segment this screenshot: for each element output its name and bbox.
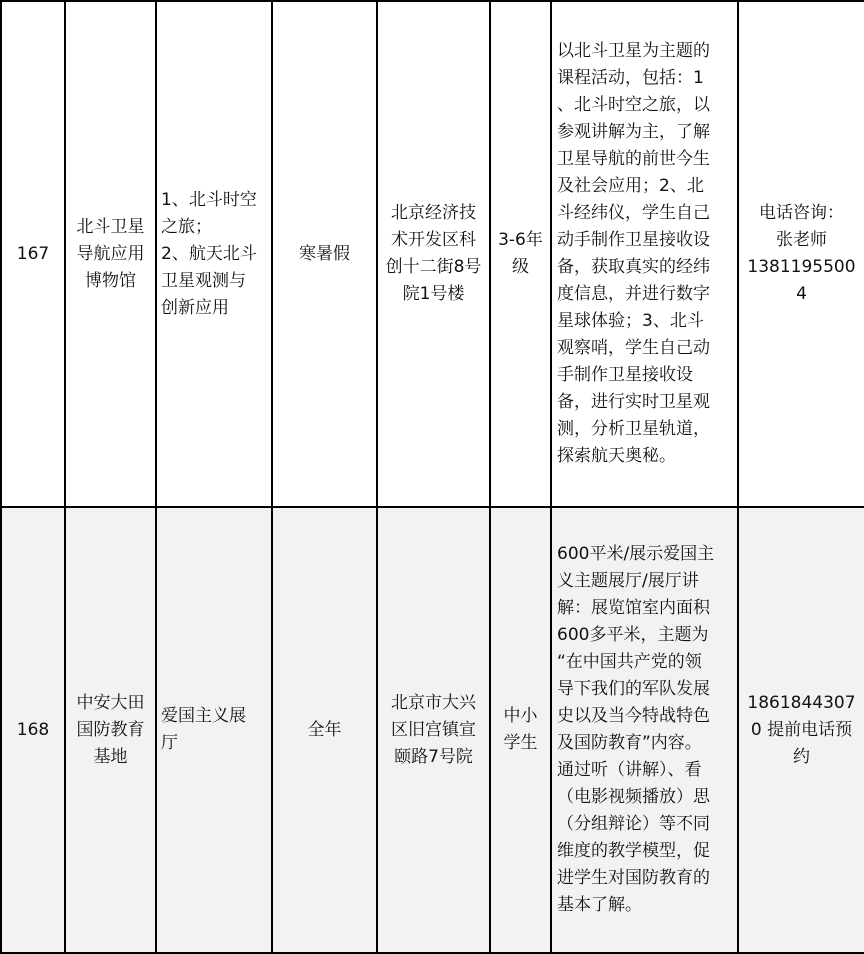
contact-info: 电话咨询： 张老师 1381195500 4 <box>738 1 864 507</box>
course-list: 爱国主义展 厅 <box>156 507 272 953</box>
course-detail: 600平米/展示爱国主 义主题展厅/展厅讲 解：展览馆室内面积 600多平米，主题为 “在中国共产党的领 导下我们的军队发展 史以及当今特战特色 及国防教育”内容。 通过听（讲解）、看 （电影视频播放）思 （分组辩论）等不同 维度的教学模型，促 进学生对国防教育的 基本了解。 <box>551 507 738 953</box>
row-id: 167 <box>1 1 65 507</box>
venue-address: 北京经济技 术开发区科 创十二街8号 院1号楼 <box>377 1 490 507</box>
activity-time: 寒暑假 <box>272 1 377 507</box>
target-grade: 中小 学生 <box>490 507 551 953</box>
course-list: 1、北斗时空 之旅； 2、航天北斗 卫星观测与 创新应用 <box>156 1 272 507</box>
venue-name: 中安大田 国防教育 基地 <box>65 507 156 953</box>
activity-time: 全年 <box>272 507 377 953</box>
table-row <box>1 507 864 953</box>
course-detail: 以北斗卫星为主题的 课程活动，包括：1 、北斗时空之旅，以 参观讲解为主，了解 卫星导航的前世今生 及社会应用；2、北 斗经纬仪，学生自己 动手制作卫星接收设 备，获取真实的经纬 度信息，并进行数字 星球体验；3、北斗 观察哨，学生自己动 手制作卫星接收设 备，进行实时卫星观 测，分析卫星轨道， 探索航天奥秘。 <box>551 1 738 507</box>
row-id: 168 <box>1 507 65 953</box>
table-row <box>1 1 864 507</box>
contact-info: 1861844307 0 提前电话预 约 <box>738 507 864 953</box>
venue-name: 北斗卫星 导航应用 博物馆 <box>65 1 156 507</box>
venue-address: 北京市大兴 区旧宫镇宣 颐路7号院 <box>377 507 490 953</box>
target-grade: 3-6年 级 <box>490 1 551 507</box>
